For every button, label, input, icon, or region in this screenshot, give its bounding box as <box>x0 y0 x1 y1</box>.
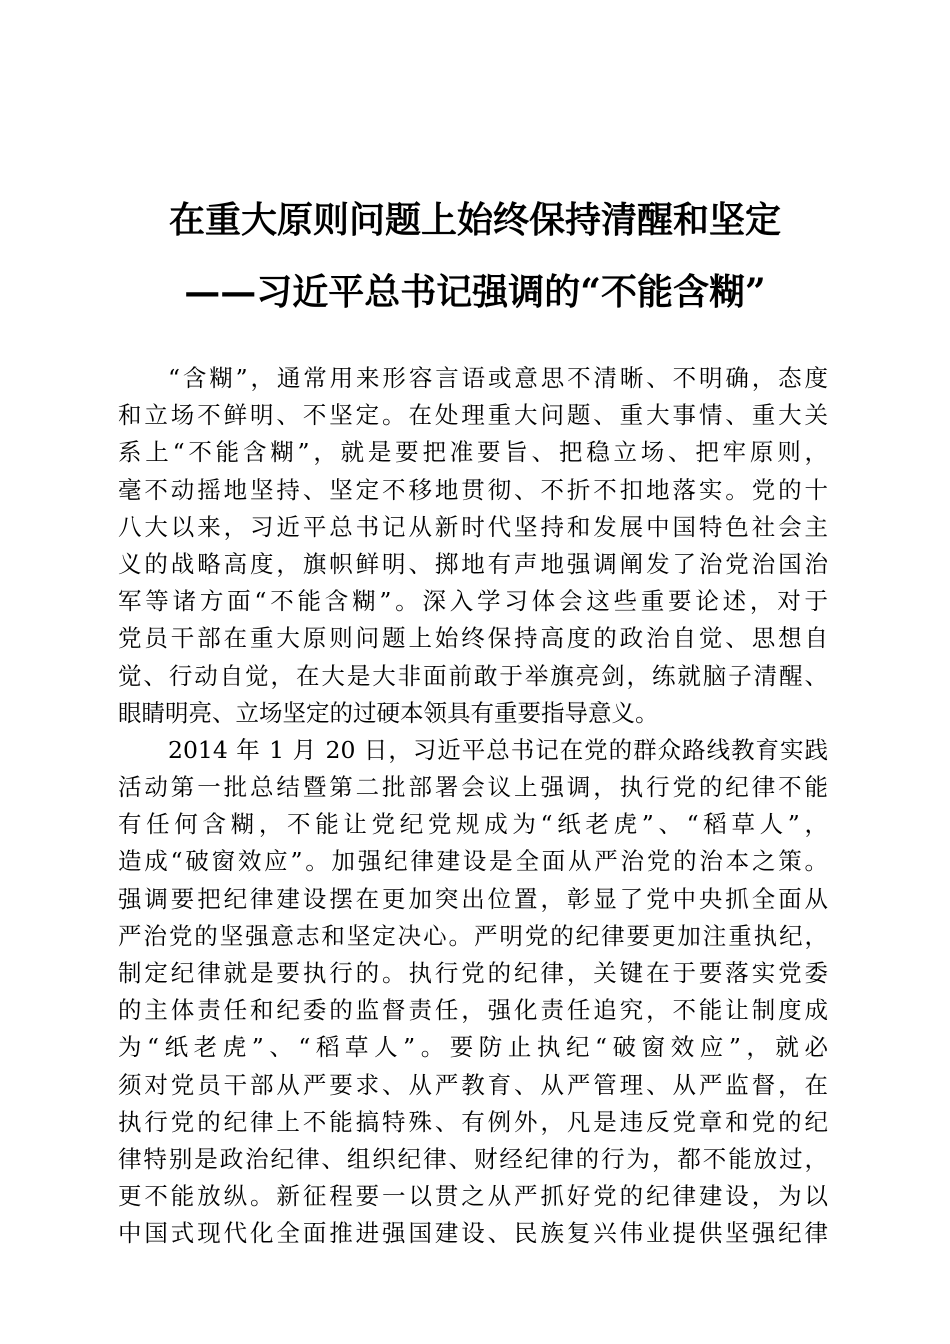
article-body <box>118 360 828 1253</box>
text-line: 须对党员干部从严要求、从严教育、从严管理、从严监督，在 <box>118 1070 828 1099</box>
text-line: 中国式现代化全面推进强国建设、民族复兴伟业提供坚强纪律 <box>118 1219 828 1248</box>
text-line: 为“纸老虎”、“稻草人”。要防止执纪“破窗效应”，就必 <box>118 1033 828 1062</box>
text-line: 执行党的纪律上不能搞特殊、有例外，凡是违反党章和党的纪 <box>118 1107 828 1136</box>
text-line: 有任何含糊，不能让党纪党规成为“纸老虎”、“稻草人”， <box>118 810 828 839</box>
text-line: 眼睛明亮、立场坚定的过硬本领具有重要指导意义。 <box>118 698 659 727</box>
text-line: 系上“不能含糊”，就是要把准要旨、把稳立场、把牢原则， <box>118 438 828 467</box>
text-line: 活动第一批总结暨第二批部署会议上强调，执行党的纪律不能 <box>118 773 828 802</box>
text-line: 2014 年 1 月 20 日，习近平总书记在党的群众路线教育实践 <box>168 735 828 764</box>
text-line: 毫不动摇地坚持、坚定不移地贯彻、不折不扣地落实。党的十 <box>118 475 828 504</box>
text-line: 和立场不鲜明、不坚定。在处理重大问题、重大事情、重大关 <box>118 401 828 430</box>
text-line: 军等诸方面“不能含糊”。深入学习体会这些重要论述，对于 <box>118 587 828 616</box>
text-line: 律特别是政治纪律、组织纪律、财经纪律的行为，都不能放过， <box>118 1144 828 1173</box>
text-line: 觉、行动自觉，在大是大非面前敢于举旗亮剑，练就脑子清醒、 <box>118 661 828 690</box>
text-line: 严治党的坚强意志和坚定决心。严明党的纪律要更加注重执纪， <box>118 921 828 950</box>
text-line: 八大以来，习近平总书记从新时代坚持和发展中国特色社会主 <box>118 512 828 541</box>
page-title: 在重大原则问题上始终保持清醒和坚定 <box>168 199 781 241</box>
text-line: 义的战略高度，旗帜鲜明、掷地有声地强调阐发了治党治国治 <box>118 549 828 578</box>
text-line: 更不能放纵。新征程要一以贯之从严抓好党的纪律建设，为以 <box>118 1182 828 1211</box>
text-line: 强调要把纪律建设摆在更加突出位置，彰显了党中央抓全面从 <box>118 884 828 913</box>
text-line: “含糊”，通常用来形容言语或意思不清晰、不明确，态度 <box>168 364 828 392</box>
text-line: 党员干部在重大原则问题上始终保持高度的政治自觉、思想自 <box>118 624 828 653</box>
page-subtitle: ——习近平总书记强调的“不能含糊” <box>184 271 766 313</box>
paragraph-2 <box>118 732 828 1253</box>
text-line: 制定纪律就是要执行的。执行党的纪律，关键在于要落实党委 <box>118 959 828 987</box>
text-line: 的主体责任和纪委的监督责任，强化责任追究，不能让制度成 <box>118 996 828 1025</box>
text-line: 造成“破窗效应”。加强纪律建设是全面从严治党的治本之策。 <box>118 847 828 876</box>
paragraph-1 <box>118 360 828 732</box>
